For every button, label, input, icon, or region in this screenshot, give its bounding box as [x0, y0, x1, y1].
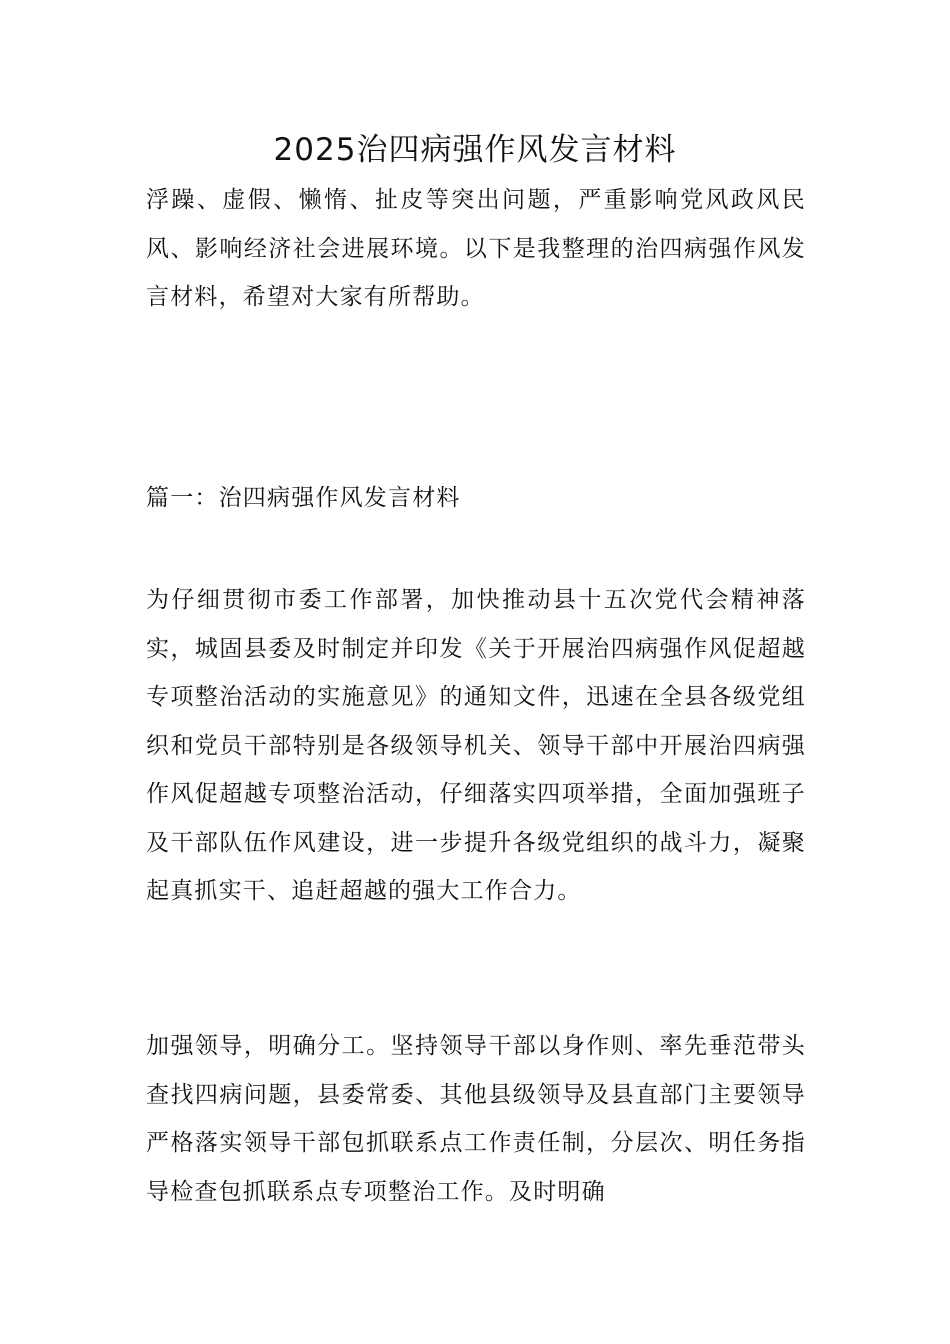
document-title: 2025治四病强作风发言材料 [273, 132, 677, 168]
body-paragraph: 加强领导，明确分工。坚持领导干部以身作则、率先垂范带头查找四病问题，县委常委、其他县级领导及县直部门主要领导严格落实领导干部包抓联系点工作责任制，分层次、明任务指导检查包抓联系点专项整治工作。及时明确 [146, 1033, 806, 1205]
section-heading: 篇一：治四病强作风发言材料 [146, 485, 461, 511]
body-paragraph: 为仔细贯彻市委工作部署，加快推动县十五次党代会精神落实，城固县委及时制定并印发《关于开展治四病强作风促超越专项整治活动的实施意见》的通知文件，迅速在全县各级党组织和党员干部特别是各级领导机关、领导干部中开展治四病强作风促超越专项整治活动，仔细落实四项举措，全面加强班子及干部队伍作风建设，进一步提升各级党组织的战斗力，凝聚起真抓实干、追赶超越的强大工作合力。 [146, 587, 806, 904]
intro-paragraph: 浮躁、虚假、懒惰、扯皮等突出问题，严重影响党风政风民风、影响经济社会进展环境。以下是我整理的治四病强作风发言材料，希望对大家有所帮助。 [146, 187, 806, 310]
